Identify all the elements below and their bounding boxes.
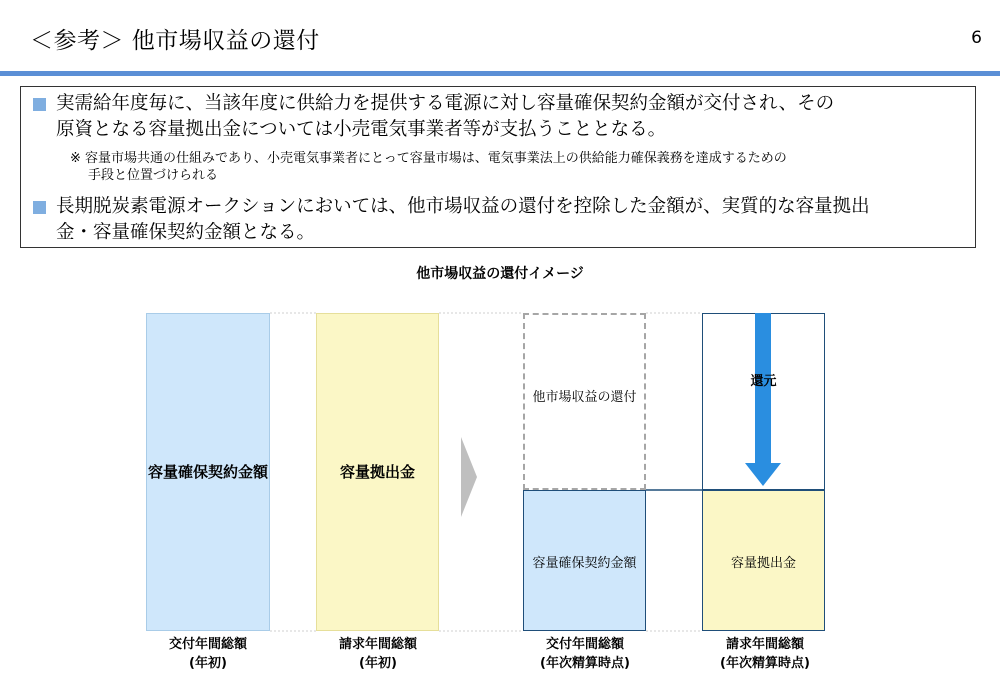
- bar-refund-label: 還元: [750, 373, 777, 389]
- bar-contract-amount-label: 容量確保契約金額: [147, 462, 268, 481]
- page-number: 6: [971, 28, 982, 48]
- axis-label-1: 交付年間総額 (年初): [168, 637, 247, 671]
- note-line-1: ※ 容量市場共通の仕組みであり、小売電気事業者にとって容量市場は、電気事業法上の供給能力確保義務を達成するための: [70, 151, 787, 166]
- axis-label-3: 交付年間総額 (年次精算時点): [540, 637, 630, 671]
- axis-label-2: 請求年間総額 (年初): [338, 637, 417, 671]
- diagram-title: 他市場収益の還付イメージ: [416, 266, 584, 282]
- bullet-2-line-2: 金・容量確保契約金額となる。: [56, 222, 316, 243]
- bullet-1-line-1: 実需給年度毎に、当該年度に供給力を提供する電源に対し容量確保契約金額が交付され、その: [56, 93, 835, 114]
- axis-label-4: 請求年間総額 (年次精算時点): [720, 637, 810, 671]
- bullet-2-line-1: 長期脱炭素電源オークションにおいては、他市場収益の還付を控除した金額が、実質的な容量拠出: [56, 196, 870, 217]
- bar-contribution-label: 容量拠出金: [339, 462, 415, 481]
- bar-contract-amount-net-label: 容量確保契約金額: [532, 555, 637, 571]
- chevron-right-icon: [459, 437, 479, 517]
- bar-contribution-net-label: 容量拠出金: [730, 555, 796, 571]
- bullet-1-line-2: 原資となる容量拠出金については小売電気事業者等が支払うこととなる。: [56, 119, 667, 140]
- down-arrow-icon: [743, 313, 783, 488]
- note-line-2: 手段と位置づけられる: [88, 168, 219, 183]
- page-title: ＜参考＞ 他市場収益の還付: [30, 28, 320, 54]
- bar-other-market-refund-label: 他市場収益の還付: [532, 389, 637, 405]
